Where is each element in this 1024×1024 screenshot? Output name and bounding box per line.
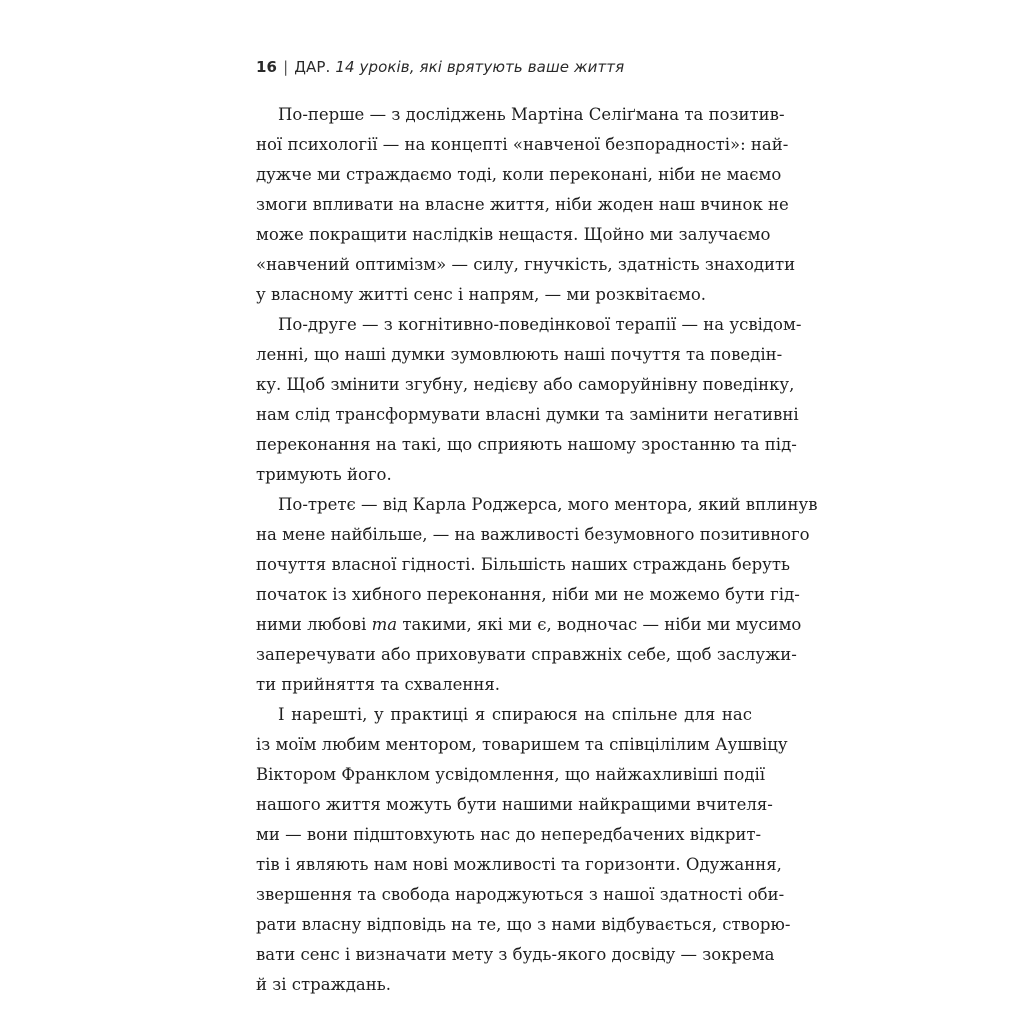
- text-line: й зі страждань.: [256, 975, 391, 994]
- text-line: [256, 610, 802, 640]
- text-line: змоги впливати на власне життя, ніби жоден наш вчинок не: [256, 195, 789, 214]
- text-line: ти прийняття та схвалення.: [256, 675, 501, 694]
- paragraph: [256, 700, 791, 1000]
- text-fragment: ними любові: [256, 615, 367, 634]
- text-line: Віктором Франклом усвідомлення, що найжахливіші події: [256, 765, 766, 784]
- text-line: По-перше — з досліджень Мартіна Селіґмана та позитив-: [278, 105, 785, 124]
- book-title: ДАР.: [294, 58, 331, 76]
- paragraph: [256, 490, 818, 700]
- text-line: тримують його.: [256, 465, 392, 484]
- text-line: ної психології — на концепті «навченої безпорадності»: най-: [256, 135, 789, 154]
- paragraph: [256, 100, 796, 310]
- text-line: переконання на такі, що сприяють нашому зростанню та під-: [256, 435, 797, 454]
- text-line: І нарешті, у практиці я спираюся на спільне для нас: [278, 705, 752, 724]
- header-separator: |: [283, 58, 289, 76]
- text-line: дужче ми страждаємо тоді, коли переконані, ніби не маємо: [256, 165, 782, 184]
- text-line: звершення та свобода народжуються з нашої здатності оби-: [256, 885, 785, 904]
- italic-emphasis: та: [371, 615, 398, 634]
- page-number: 16: [256, 58, 278, 76]
- text-line: ленні, що наші думки зумовлюють наші почуття та поведін-: [256, 345, 783, 364]
- text-line: заперечувати або приховувати справжніх себе, щоб заслужи-: [256, 645, 797, 664]
- text-line: нам слід трансформувати власні думки та замінити негативні: [256, 405, 799, 424]
- text-line: із моїм любим ментором, товаришем та співцілілим Аушвіцу: [256, 735, 788, 754]
- text-line: «навчений оптимізм» — силу, гнучкість, здатність знаходити: [256, 255, 796, 274]
- text-line: нашого життя можуть бути нашими найкращими вчителя-: [256, 795, 773, 814]
- text-line: ку. Щоб змінити згубну, недієву або саморуйнівну поведінку,: [256, 375, 795, 394]
- running-header: [256, 58, 624, 76]
- text-line: може покращити наслідків нещастя. Щойно ми залучаємо: [256, 225, 771, 244]
- text-line: По-третє — від Карла Роджерса, мого ментора, який вплинув: [278, 495, 818, 514]
- text-line: почуття власної гідності. Більшість наших страждань беруть: [256, 555, 790, 574]
- text-line: у власному житті сенс і напрям, — ми розквітаємо.: [256, 285, 707, 304]
- text-line: тів і являють нам нові можливості та горизонти. Одужання,: [256, 855, 782, 874]
- text-line: По-друге — з когнітивно-поведінкової терапії — на усвідом-: [278, 315, 802, 334]
- text-line: початок із хибного переконання, ніби ми не можемо бути гід-: [256, 585, 800, 604]
- text-line: на мене найбільше, — на важливості безумовного позитивного: [256, 525, 810, 544]
- book-subtitle: 14 уроків, які врятують ваше життя: [335, 58, 625, 76]
- text-fragment: такими, які ми є, водночас — ніби ми мусимо: [402, 615, 802, 634]
- paragraph: [256, 310, 802, 490]
- text-line: рати власну відповідь на те, що з нами відбувається, створю-: [256, 915, 791, 934]
- body-text: [256, 100, 818, 1000]
- text-line: ми — вони підштовхують нас до непередбачених відкрит-: [256, 825, 762, 844]
- text-line: вати сенс і визначати мету з будь-якого досвіду — зокрема: [256, 945, 775, 964]
